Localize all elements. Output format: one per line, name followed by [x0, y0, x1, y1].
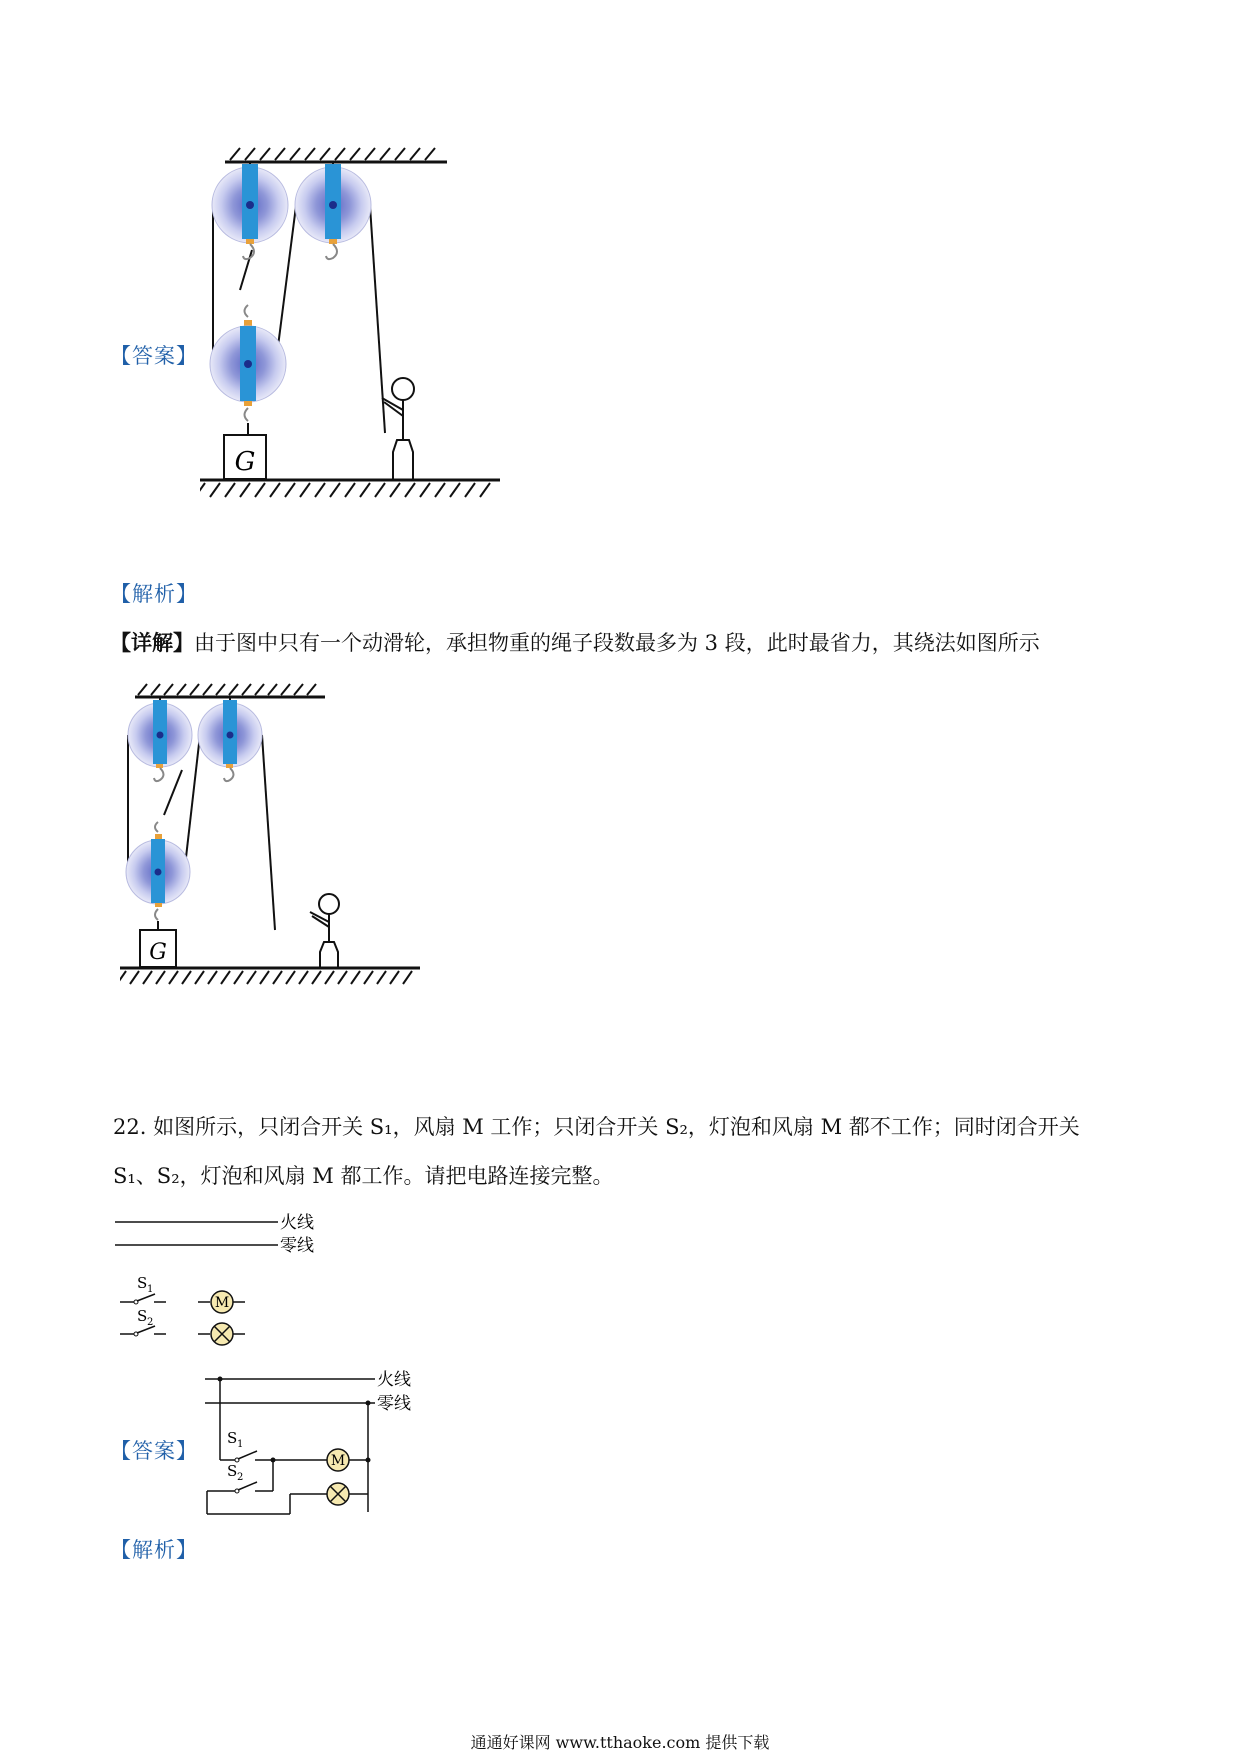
motor-label: M — [214, 1295, 230, 1311]
analysis-label: 【解析】 — [110, 582, 198, 606]
answer-label-22: 【答案】 — [110, 1439, 198, 1463]
circuit-figure-question — [110, 1210, 330, 1360]
circuit-figure-answer — [195, 1365, 435, 1525]
question-text-line1: 如图所示，只闭合开关 S₁，风扇 M 工作；只闭合开关 S₂，灯泡和风扇 M 都不工作；同时闭合开关 — [153, 1115, 1080, 1139]
footer-text: 通通好课网 www.tthaoke.com 提供下载 — [470, 1733, 770, 1752]
s1-label-answer: S — [227, 1429, 238, 1447]
live-wire-label-answer: 火线 — [377, 1370, 411, 1390]
s1-label: S — [137, 1274, 148, 1292]
answer-label: 【答案】 — [110, 344, 198, 368]
motor-label-answer: M — [330, 1453, 346, 1469]
neutral-wire-label: 零线 — [280, 1236, 314, 1256]
weight-label-2: G — [149, 940, 167, 965]
s1-subscript: 1 — [147, 1284, 154, 1295]
s2-subscript: 2 — [147, 1317, 154, 1328]
s2-label-answer: S — [227, 1462, 238, 1480]
s2-subscript-answer: 2 — [237, 1472, 244, 1483]
analysis-label-22: 【解析】 — [110, 1538, 198, 1562]
neutral-wire-label-answer: 零线 — [377, 1394, 411, 1414]
detail-label: 【详解】 — [110, 630, 194, 655]
pulley-figure-answer — [200, 140, 570, 580]
detail-paragraph — [110, 632, 1040, 654]
pulley-figure-detail — [120, 680, 440, 1040]
weight-label: G — [234, 447, 256, 477]
question-22-line1 — [113, 1117, 1080, 1138]
s2-label: S — [137, 1307, 148, 1325]
s1-subscript-answer: 1 — [237, 1439, 244, 1450]
live-wire-label: 火线 — [280, 1213, 314, 1233]
question-text-line2: S₁、S₂，灯泡和风扇 M 都工作。请把电路连接完整。 — [113, 1164, 614, 1188]
question-number: 22. — [113, 1115, 147, 1139]
detail-text: 由于图中只有一个动滑轮，承担物重的绳子段数最多为 3 段，此时最省力，其绕法如图所示 — [194, 631, 1040, 655]
